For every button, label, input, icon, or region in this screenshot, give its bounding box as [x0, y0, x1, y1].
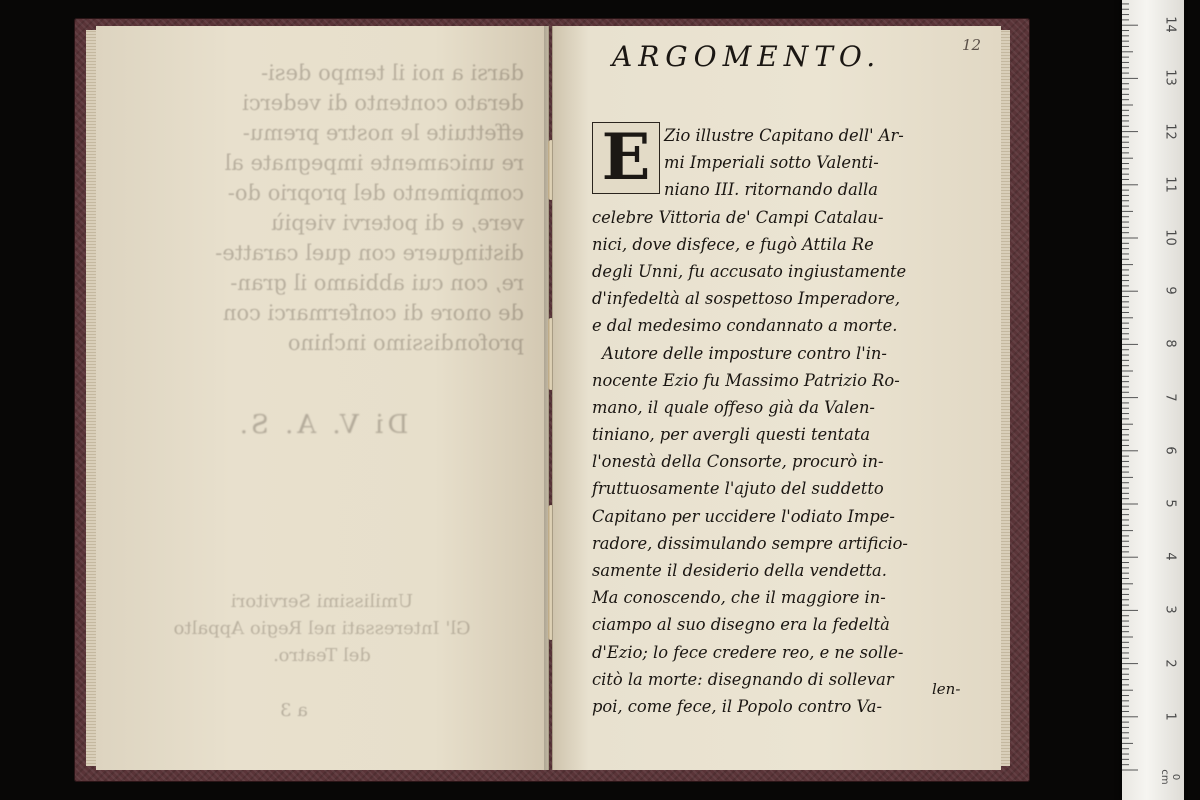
page-heading: ARGOMENTO.	[612, 40, 882, 73]
showthrough-line: de onore di confermarci con	[222, 301, 524, 325]
text-line: ciampo al suo disegno era la fedeltà	[592, 615, 890, 635]
drop-cap: E	[592, 122, 660, 194]
text-line: tiniano, per avergli questi tentata	[592, 425, 871, 445]
argument-text	[592, 122, 976, 720]
ruler-number: 12	[1162, 122, 1178, 140]
text-line: Capitano per uccidere l'odiato Impe-	[592, 506, 895, 526]
text-line: d'Ezio; lo fece credere reo, e ne solle-	[592, 642, 904, 662]
text-line: radore, dissimulando sempre artificio-	[592, 533, 908, 553]
ruler-number: 6	[1162, 446, 1178, 455]
ruler-number: 9	[1162, 286, 1178, 295]
showthrough-line: re unicamente impegnate al	[224, 151, 524, 175]
showthrough-signature: Di V. A. S.	[235, 410, 409, 440]
ruler-number: 4	[1162, 552, 1178, 561]
ruler-number: 13	[1162, 69, 1178, 87]
ruler-number: 7	[1162, 392, 1178, 402]
showthrough-signature-mark: a 3	[280, 700, 308, 721]
text-line: samente il desiderio della vendetta.	[592, 561, 887, 580]
showthrough-footer-line: Gl' Interessati nel Regio Appalto	[173, 618, 471, 639]
text-line: Zio illustre Capitano dell' Ar-	[664, 126, 904, 145]
showthrough-line: re, con cui abbiamo il gran-	[230, 271, 524, 295]
text-line: degli Unni, fu accusato ingiustamente	[592, 261, 907, 281]
showthrough-line: compimento del proprio do-	[227, 181, 524, 205]
text-line: niano III. ritornando dalla	[664, 180, 878, 200]
left-page-showthrough-text	[120, 58, 524, 358]
text-line: poi, come fece, il Popolo contro Va-	[592, 696, 882, 716]
showthrough-line: darsi a noi il tempo desi-	[260, 61, 524, 85]
showthrough-footer-line: Umilissimi Servitori	[230, 591, 414, 612]
ruler-number: 1	[1162, 712, 1178, 721]
text-line: fruttuosamente l'ajuto del suddetto	[592, 479, 884, 499]
text-line: Autore delle imposture contro l'in-	[602, 343, 887, 363]
showthrough-line: vere, e di potervi viepiù	[271, 211, 524, 235]
folio-number: 12	[962, 36, 982, 54]
showthrough-line: derato contento di vederci	[242, 91, 524, 115]
ruler-unit-label: 0 cm	[1159, 769, 1181, 785]
text-line: nici, dove disfece, e fugò Attila Re	[592, 234, 874, 254]
ruler-number: 5	[1162, 499, 1178, 508]
text-line: e dal medesimo condannato a morte.	[592, 316, 898, 336]
text-line: l'onestà della Consorte, procurò in-	[592, 452, 884, 472]
showthrough-line: effettuite le nostre premu-	[242, 121, 524, 145]
showthrough-footer-line: del Teatro.	[273, 645, 371, 666]
ruler-number: 11	[1162, 176, 1178, 193]
text-line: citò la morte: disegnando di sollevar	[592, 669, 894, 689]
ruler-number: 10	[1162, 229, 1178, 246]
showthrough-footer	[120, 588, 524, 669]
text-line: mano, il quale offeso già da Valen-	[592, 397, 875, 417]
catchword: len-	[932, 680, 961, 698]
text-line: celebre Vittoria de' Campi Catalau-	[592, 207, 884, 227]
text-line: mi Imperiali sotto Valenti-	[664, 153, 879, 173]
showthrough-line: distinguere con quel caratte-	[215, 241, 524, 265]
left-page-edge	[86, 30, 96, 766]
ruler-number: 14	[1162, 16, 1178, 33]
text-line: nocente Ezio fu Massimo Patrizio Ro-	[592, 370, 900, 390]
text-line: d'infedeltà al sospettoso Imperadore,	[592, 289, 901, 309]
right-page-edge	[1000, 30, 1010, 766]
ruler-number: 3	[1162, 605, 1178, 615]
ruler-number: 8	[1162, 339, 1178, 349]
showthrough-line: profondissimo inchino	[287, 331, 524, 355]
ruler-number: 2	[1162, 658, 1178, 668]
text-line: Ma conoscendo, che il maggiore in-	[592, 588, 886, 608]
